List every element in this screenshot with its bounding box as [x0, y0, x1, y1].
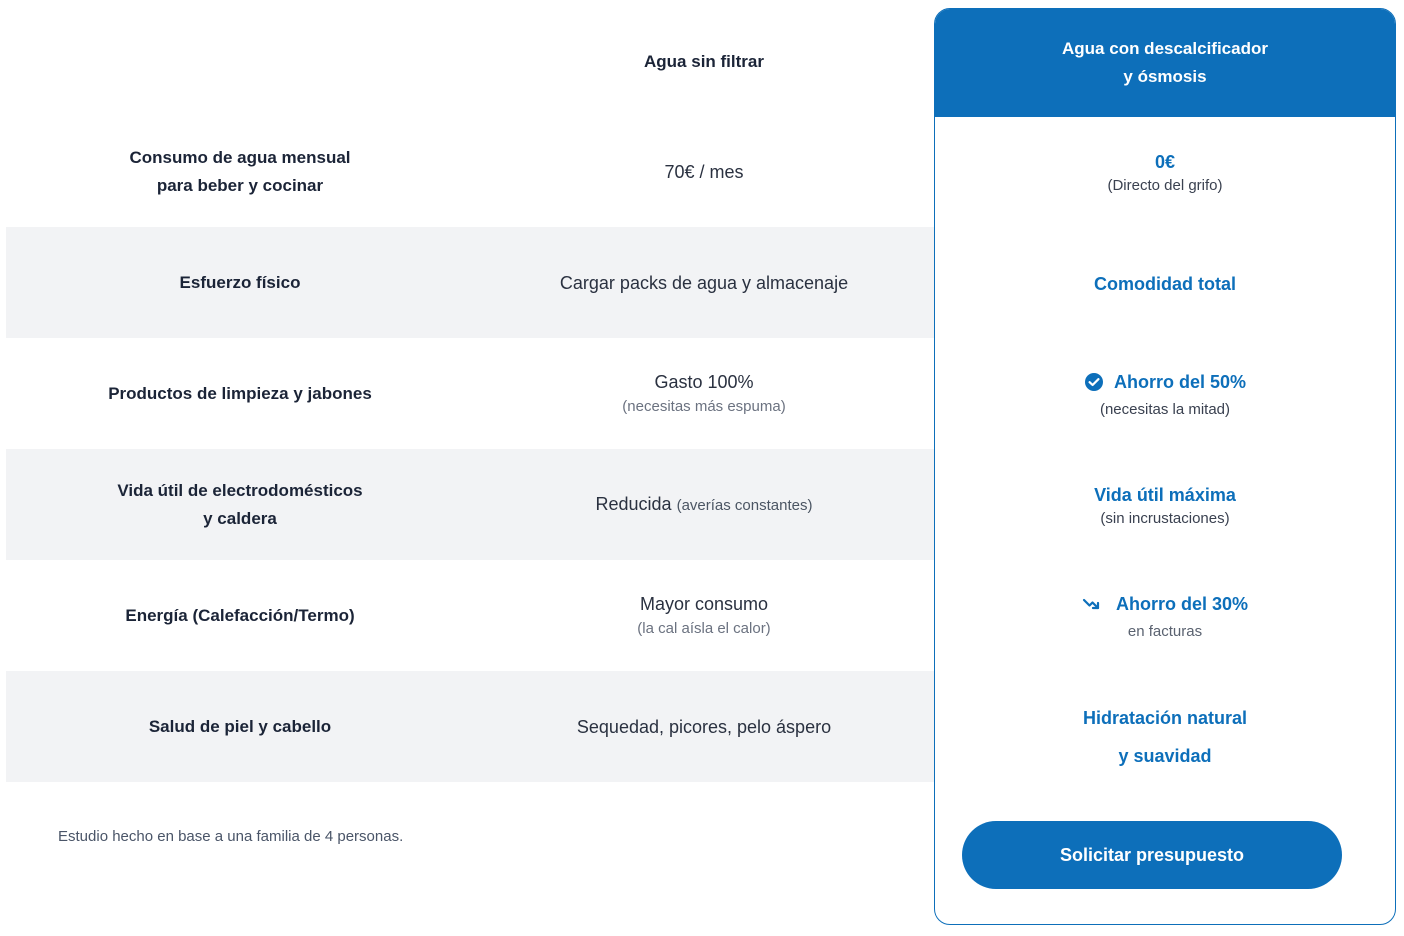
comparison-row-physical-effort — [6, 227, 934, 338]
comparison-row-energy — [6, 560, 934, 671]
featured-value-note: (sin incrustaciones) — [1100, 509, 1230, 527]
featured-cell-skin-hair — [935, 672, 1395, 802]
row-label: Vida útil de electrodomésticos y caldera — [117, 480, 363, 528]
standard-value: Mayor consumo — [639, 593, 769, 614]
standard-value-note: (la cal aísla el calor) — [637, 619, 771, 637]
row-label: Energía (Calefacción/Termo) — [125, 605, 355, 625]
standard-value: Cargar packs de agua y almacenaje — [559, 272, 849, 293]
featured-value-line2: y suavidad — [1118, 746, 1212, 766]
comparison-row-appliance-lifespan — [6, 449, 934, 560]
featured-plan-card — [934, 8, 1396, 925]
featured-value: Ahorro del 30% — [1115, 593, 1249, 614]
featured-value: Hidratación natural — [1082, 708, 1248, 728]
featured-value-note: (necesitas la mitad) — [1099, 400, 1231, 418]
comparison-row-water-consumption — [6, 116, 934, 227]
featured-cell-physical-effort — [935, 228, 1395, 339]
trend-down-icon — [1082, 594, 1102, 614]
request-quote-button[interactable]: Solicitar presupuesto — [962, 821, 1342, 889]
standard-value: Reducida — [595, 493, 672, 514]
column-header-standard: Agua sin filtrar — [644, 52, 764, 71]
row-label: Consumo de agua mensual para beber y cocinar — [129, 147, 351, 195]
featured-value-note: en facturas — [1127, 622, 1203, 640]
row-label: Productos de limpieza y jabones — [108, 383, 372, 403]
standard-value: Sequedad, picores, pelo áspero — [576, 716, 832, 737]
row-label: Esfuerzo físico — [179, 272, 301, 292]
comparison-row-skin-hair — [6, 671, 934, 782]
check-circle-icon — [1084, 372, 1104, 392]
featured-card-header: Agua con descalcificador y ósmosis — [935, 9, 1395, 117]
featured-cell-water-consumption — [935, 117, 1395, 228]
featured-value: Ahorro del 50% — [1113, 371, 1247, 392]
standard-value-note: (averías constantes) — [676, 496, 813, 514]
row-label: Salud de piel y cabello — [148, 716, 332, 736]
featured-cell-appliance-lifespan — [935, 450, 1395, 561]
featured-value-note: (Directo del grifo) — [1107, 176, 1223, 194]
standard-value: Gasto 100% — [654, 371, 754, 392]
featured-value: 0€ — [1154, 151, 1176, 172]
standard-value-note: (necesitas más espuma) — [622, 397, 786, 415]
featured-cell-energy — [935, 561, 1395, 672]
standard-value: 70€ / mes — [664, 161, 744, 182]
featured-value: Vida útil máxima — [1094, 484, 1236, 505]
featured-value: Comodidad total — [1094, 273, 1236, 294]
featured-cell-cleaning-products — [935, 339, 1395, 450]
study-footnote: Estudio hecho en base a una familia de 4 personas. — [58, 828, 404, 845]
comparison-row-cleaning-products — [6, 338, 934, 449]
